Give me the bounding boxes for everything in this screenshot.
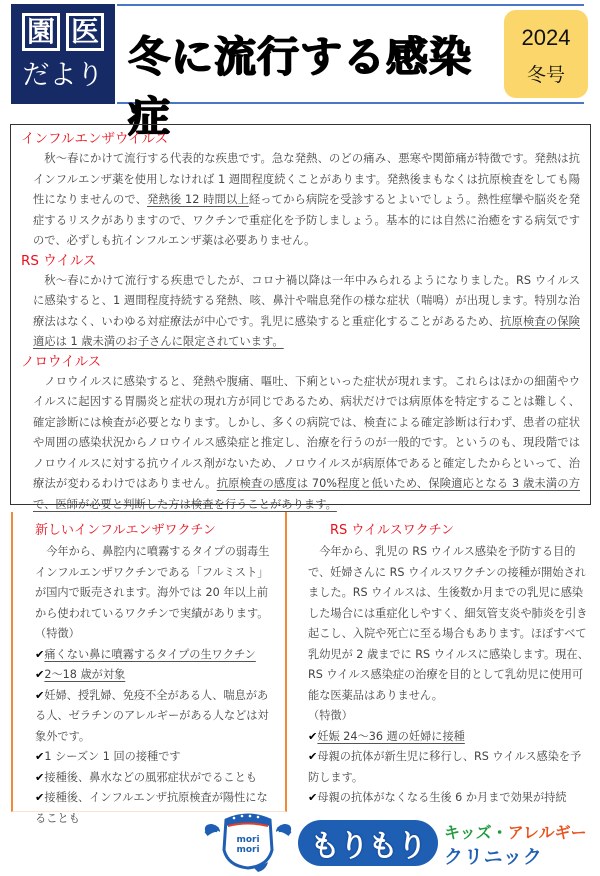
feature-item (35, 747, 277, 768)
check-icon: ✔ (35, 791, 45, 804)
feature-text: 1 シーズン 1 回の接種です (44, 750, 181, 763)
check-icon: ✔ (35, 750, 45, 763)
clinic-name-pill (298, 820, 438, 866)
section-heading: インフルエンザウイルス (21, 131, 169, 147)
feature-text: 妊娠 24〜36 週の妊婦に接種 (317, 729, 465, 743)
section-body (21, 149, 580, 252)
underlined-text: 発熱後 12 時間以上 (147, 193, 249, 206)
body-text: ノロウイルスに感染すると、発熱や腹痛、嘔吐、下痢といった症状が現れます。これらはほかの細菌やウイルスに起因する胃腸炎と症状の現れ方が同じであるため、病状だけでは病原体を特定することは難しく、確定診断には検査が必要となります。しかし、多くの病院では、検査による確定診断は行わず、患者の症状や周囲の感染状況からノロウイルス感染症と推定し、治療を行うのが一般的です。というのも、現段階ではノロウイルスに対する抗ウイルス剤がないため、ノロウイルスが病原体であると確定したからといって、治療法が変わるわけではありません。 (33, 374, 580, 490)
underlined-text: 抗原検査の保険適応は 1 歳未満のお子さんに限定されています。 (33, 314, 580, 348)
column-heading: RS ウイルスワクチン (330, 523, 454, 538)
feature-item (308, 747, 590, 788)
check-icon: ✔ (308, 750, 318, 763)
features-label: （特徴） (35, 627, 80, 640)
feature-item (308, 788, 590, 809)
section-heading: ノロウイルス (21, 353, 102, 370)
feature-item (35, 686, 277, 748)
section-rsv (21, 252, 580, 353)
issue-badge (504, 10, 588, 98)
feature-text: 母親の抗体が新生児に移行し、RS ウイルス感染を予防します。 (308, 750, 582, 784)
check-icon: ✔ (35, 688, 45, 702)
clinic-subtitle-1 (444, 820, 587, 843)
feature-text: 妊婦、授乳婦、免疫不全がある人、喘息がある人、ゼラチンのアレルギーがある人などは対象外です。 (35, 688, 269, 743)
feature-item (308, 727, 590, 748)
check-icon: ✔ (308, 729, 318, 743)
feature-text: 接種後、鼻水などの風邪症状がでることも (44, 770, 257, 784)
issue-season: 冬号 (526, 64, 565, 86)
feature-text: 接種後、インフルエンザ抗原検査が陽性になることも (35, 791, 268, 825)
badge-char-i: 医 (66, 13, 104, 51)
clinic-name: もりもり (310, 829, 426, 864)
features-label: （特徴） (308, 709, 353, 722)
subtitle-kids: キッズ・ (444, 823, 508, 842)
column-body: 今年から、乳児の RS ウイルス感染を予防する目的で、妊婦さんに RS ウイルスワクチンの接種が開始されました。RS ウイルスは、生後数か月までの乳児に感染した場合には重症化しやすく、細気管支炎や肺炎を引き起こし、入院や死亡に至る場合もあります。ほぼすべて乳幼児が 2 歳までに RS ウイルスに感染します。現在、RS ウイルス感染症の治療を目的として乳幼児に使用可能な医薬品はありません。 (308, 545, 589, 702)
badge-char-en: 園 (22, 13, 60, 51)
whale-shark-mascot-icon (200, 812, 296, 874)
feature-text: 痛くない鼻に噴霧するタイプの生ワクチン (44, 647, 256, 661)
feature-item (35, 768, 277, 789)
check-icon: ✔ (35, 770, 45, 784)
section-heading: RS ウイルス (21, 252, 97, 269)
feature-text: 母親の抗体がなくなる生後 6 か月まで効果が持続 (317, 791, 567, 804)
column-body: 今年から、鼻腔内に噴霧するタイプの弱毒生インフルエンザワクチンである「フルミスト」が国内で販売されます。海外では 20 年以上前から使われているワクチンで実績があります。 (35, 545, 270, 620)
page-title: 冬に流行する感染症 (128, 32, 473, 141)
header-rule-top (117, 4, 584, 6)
clinic-subtitle-2: クリニック (444, 846, 543, 868)
section-norovirus (21, 353, 580, 516)
badge-subtitle: だより (22, 60, 104, 91)
body-text: 経ってから病院を受診するとよいでしょう。熱性痙攣や脳炎を発症するリスクがありますので、ワクチンで重症化を予防しましょう。基本的には自然に治癒をする病気ですので、必ずしも抗インフルエンザ薬は必要ありません。 (33, 193, 581, 247)
issue-year: 2024 (521, 25, 571, 50)
check-icon: ✔ (308, 791, 318, 804)
feature-item (35, 645, 277, 666)
check-icon: ✔ (35, 668, 45, 681)
body-text: 秋〜春にかけて流行する疾患でしたが、コロナ禍以降は一年中みられるようになりました。RS ウイルスに感染すると、1 週間程度持続する発熱、咳、鼻汁や喘息発作の様な症状（喘鳴）が出現します。特別な治療法はなく、いわゆる対症療法が中心です。乳児に感染すると重症化することがあるため、 (33, 273, 580, 328)
main-article-box (10, 124, 591, 511)
flu-vaccine-column (11, 512, 287, 825)
column-heading: 新しいインフルエンザワクチン (35, 523, 216, 538)
svg-text:mori: mori (236, 845, 260, 855)
section-body (21, 271, 580, 353)
body-text: 秋〜春にかけて流行する代表的な疾患です。急な発熱、のどの痛み、悪寒や関節痛が特徴です。発熱は抗インフルエンザ薬を使用しなければ 1 週間程度続くことがあります。発熱後まもなくは抗原検査をしても陽性になりませんので、 (33, 152, 580, 206)
subtitle-allergy: アレルギー (507, 823, 587, 842)
section-influenza (21, 130, 580, 252)
section-body (21, 372, 580, 516)
newsletter-badge (11, 4, 115, 104)
feature-text: 2〜18 歳が対象 (44, 668, 126, 681)
rsv-vaccine-column (300, 512, 590, 812)
svg-text:mori: mori (236, 835, 260, 845)
check-icon: ✔ (35, 647, 45, 661)
feature-item (35, 665, 277, 686)
clinic-logo (200, 808, 600, 876)
underlined-text: 抗原検査の感度は 70%程度と低いため、保険適応となる 3 歳未満の方で、医師が必要と判断した方は検査を行うことがあります。 (33, 477, 580, 511)
